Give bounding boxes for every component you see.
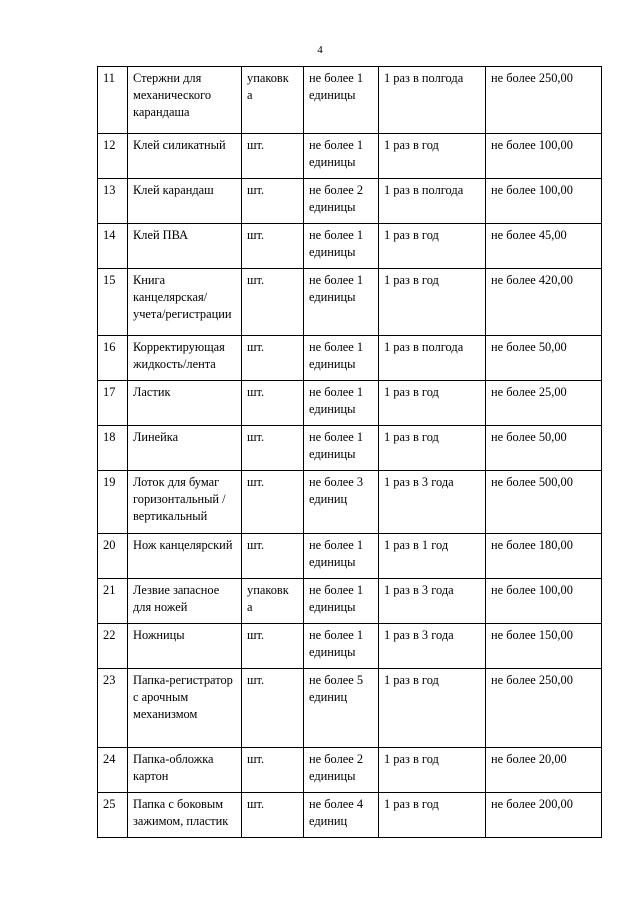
table-row [98,471,602,534]
row-number-cell: 21 [98,579,128,624]
price-cell: не более 250,00 [486,669,602,748]
price-cell: не более 250,00 [486,67,602,134]
row-number-cell: 20 [98,534,128,579]
row-number-cell: 17 [98,381,128,426]
frequency-cell: 1 раз в год [379,669,486,748]
row-number-cell: 23 [98,669,128,748]
table-row [98,793,602,838]
row-number-cell: 25 [98,793,128,838]
quantity-cell: не более 1 единицы [304,534,379,579]
unit-cell: шт. [242,793,304,838]
price-cell: не более 420,00 [486,269,602,336]
frequency-cell: 1 раз в год [379,224,486,269]
unit-cell: шт. [242,426,304,471]
item-name-cell: Стержни для механического карандаша [128,67,242,134]
unit-cell: шт. [242,381,304,426]
item-name-cell: Лезвие запасное для ножей [128,579,242,624]
table-body [98,67,602,838]
frequency-cell: 1 раз в 1 год [379,534,486,579]
row-number-cell: 14 [98,224,128,269]
table-row [98,669,602,748]
quantity-cell: не более 1 единицы [304,336,379,381]
price-cell: не более 50,00 [486,426,602,471]
frequency-cell: 1 раз в год [379,793,486,838]
price-cell: не более 150,00 [486,624,602,669]
price-cell: не более 100,00 [486,579,602,624]
quantity-cell: не более 1 единицы [304,134,379,179]
quantity-cell: не более 1 единицы [304,67,379,134]
item-name-cell: Клей силикатный [128,134,242,179]
unit-cell: шт. [242,224,304,269]
row-number-cell: 19 [98,471,128,534]
frequency-cell: 1 раз в год [379,381,486,426]
item-name-cell: Клей ПВА [128,224,242,269]
row-number-cell: 16 [98,336,128,381]
item-name-cell: Ластик [128,381,242,426]
quantity-cell: не более 1 единицы [304,426,379,471]
unit-cell: шт. [242,669,304,748]
unit-cell: шт. [242,269,304,336]
quantity-cell: не более 1 единицы [304,579,379,624]
table-row [98,336,602,381]
price-cell: не более 25,00 [486,381,602,426]
quantity-cell: не более 2 единицы [304,179,379,224]
frequency-cell: 1 раз в 3 года [379,471,486,534]
quantity-cell: не более 3 единиц [304,471,379,534]
item-name-cell: Книга канцелярская/учета/регистрации [128,269,242,336]
table-row [98,748,602,793]
row-number-cell: 13 [98,179,128,224]
unit-cell: шт. [242,134,304,179]
quantity-cell: не более 5 единиц [304,669,379,748]
table-row [98,534,602,579]
unit-cell: шт. [242,336,304,381]
unit-cell: шт. [242,748,304,793]
item-name-cell: Клей карандаш [128,179,242,224]
quantity-cell: не более 1 единицы [304,381,379,426]
item-name-cell: Линейка [128,426,242,471]
page-number: 4 [317,44,323,56]
frequency-cell: 1 раз в полгода [379,67,486,134]
item-name-cell: Ножницы [128,624,242,669]
frequency-cell: 1 раз в год [379,134,486,179]
price-cell: не более 100,00 [486,179,602,224]
unit-cell: шт. [242,471,304,534]
table-row [98,179,602,224]
item-name-cell: Папка-регистратор с арочным механизмом [128,669,242,748]
row-number-cell: 12 [98,134,128,179]
quantity-cell: не более 1 единицы [304,269,379,336]
quantity-cell: не более 4 единиц [304,793,379,838]
unit-cell: упаковк а [242,579,304,624]
row-number-cell: 11 [98,67,128,134]
frequency-cell: 1 раз в год [379,426,486,471]
frequency-cell: 1 раз в полгода [379,179,486,224]
unit-cell: шт. [242,179,304,224]
table-row [98,381,602,426]
row-number-cell: 24 [98,748,128,793]
price-cell: не более 50,00 [486,336,602,381]
supplies-table [97,66,602,838]
frequency-cell: 1 раз в 3 года [379,579,486,624]
item-name-cell: Папка с боковым зажимом, пластик [128,793,242,838]
table-row [98,426,602,471]
frequency-cell: 1 раз в полгода [379,336,486,381]
row-number-cell: 22 [98,624,128,669]
item-name-cell: Папка-обложка картон [128,748,242,793]
frequency-cell: 1 раз в год [379,748,486,793]
price-cell: не более 180,00 [486,534,602,579]
unit-cell: упаковк а [242,67,304,134]
row-number-cell: 15 [98,269,128,336]
table-row [98,624,602,669]
item-name-cell: Нож канцелярский [128,534,242,579]
price-cell: не более 500,00 [486,471,602,534]
price-cell: не более 45,00 [486,224,602,269]
table-row [98,67,602,134]
unit-cell: шт. [242,624,304,669]
price-cell: не более 100,00 [486,134,602,179]
table-row [98,134,602,179]
unit-cell: шт. [242,534,304,579]
quantity-cell: не более 2 единицы [304,748,379,793]
quantity-cell: не более 1 единицы [304,624,379,669]
price-cell: не более 20,00 [486,748,602,793]
frequency-cell: 1 раз в год [379,269,486,336]
quantity-cell: не более 1 единицы [304,224,379,269]
table-row [98,224,602,269]
price-cell: не более 200,00 [486,793,602,838]
item-name-cell: Лоток для бумаг горизонтальный / вертикальный [128,471,242,534]
item-name-cell: Корректирующая жидкость/лента [128,336,242,381]
table-row [98,579,602,624]
row-number-cell: 18 [98,426,128,471]
frequency-cell: 1 раз в 3 года [379,624,486,669]
table-row [98,269,602,336]
